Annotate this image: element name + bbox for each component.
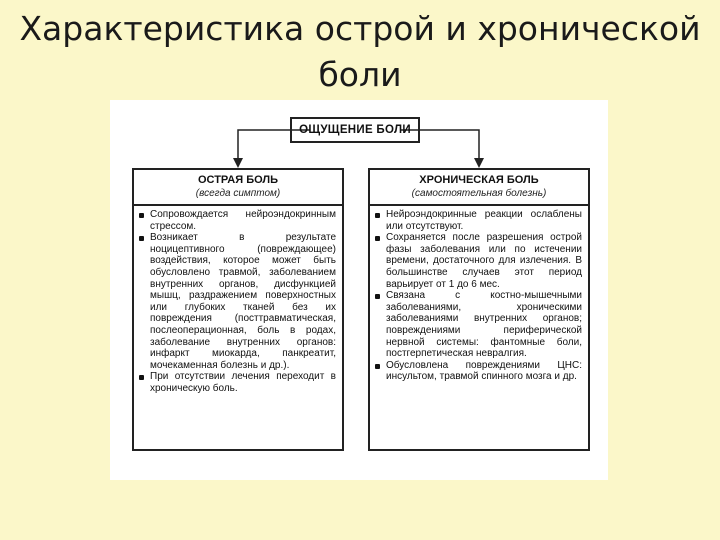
slide-title-line1: Характеристика острой и хронической (19, 9, 701, 48)
bullet-icon (139, 236, 144, 241)
list-item: Обусловлена повреждениями ЦНС: инсультом, травмой спинного мозга и др. (386, 360, 582, 383)
chronic-pain-list (370, 206, 588, 383)
bullet-icon (139, 213, 144, 218)
acute-pain-title: ОСТРАЯ БОЛЬ (197, 174, 279, 186)
diagram-figure (110, 100, 608, 480)
bullet-icon (139, 375, 144, 380)
acute-pain-header (134, 170, 342, 206)
bullet-icon (375, 294, 380, 299)
arrow-left (233, 158, 243, 168)
slide-title-line2: боли (318, 55, 402, 94)
chronic-pain-header (370, 170, 588, 206)
bullet-icon (375, 236, 380, 241)
slide-title (0, 6, 720, 98)
acute-pain-column (132, 168, 344, 451)
list-item: Возникает в результате ноцицептивного (повреждающее) воздействия, которое может быть обусловлено травмой, заболеванием внутренних органов, дисфункцией мышц, раздражением поверхностных или глубоких тканей без их повреждения (посттравматическая, послеоперационная, боль в родах, заболевание внутренних органов: инфаркт миокарда, панкреатит, мочекаменная болезнь и др.). (150, 232, 336, 371)
acute-pain-list (134, 206, 342, 395)
chronic-pain-title: ХРОНИЧЕСКАЯ БОЛЬ (419, 174, 539, 186)
acute-pain-subtitle: (всегда симптом) (195, 188, 281, 199)
bullet-icon (375, 364, 380, 369)
root-node: ОЩУЩЕНИЕ БОЛИ (290, 117, 420, 143)
list-item: Нейроэндокринные реакции ослаблены или отсутствуют. (386, 209, 582, 232)
bullet-icon (375, 213, 380, 218)
connector-left (238, 130, 290, 162)
chronic-pain-subtitle: (самостоятельная болезнь) (411, 188, 547, 199)
arrow-right (474, 158, 484, 168)
list-item: Сохраняется после разрешения острой фазы заболевания или по истечении времени, достаточного для излечения. В большинстве случаев этот период варьирует от 1 до 6 мес. (386, 232, 582, 290)
list-item: Связана с костно-мышечными заболеваниями, хроническими заболеваниями внутренних органов; повреждениями периферической нервной системы: фантомные боли, постгерпетическая невралгия. (386, 290, 582, 360)
list-item: При отсутствии лечения переходит в хроническую боль. (150, 371, 336, 394)
list-item: Сопровождается нейроэндокринным стрессом. (150, 209, 336, 232)
connector-right (420, 130, 479, 162)
chronic-pain-column (368, 168, 590, 451)
